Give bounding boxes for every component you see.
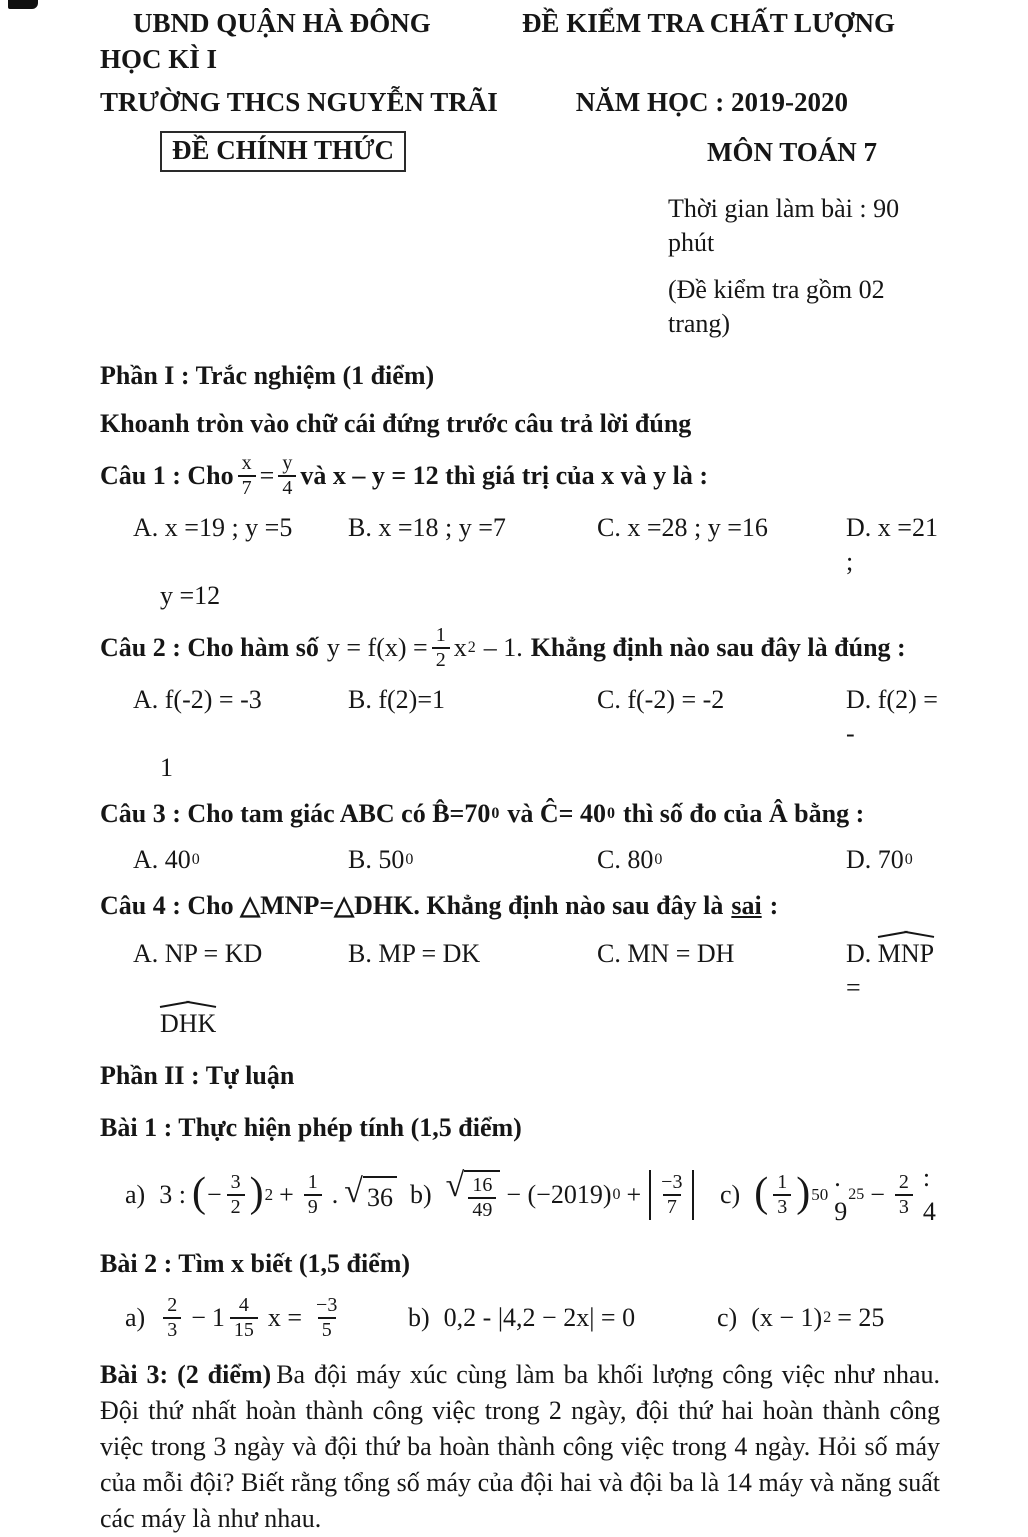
- q4-colon: :: [769, 891, 779, 920]
- q2-option-d-wrap: 1: [160, 753, 173, 782]
- bai2-title: Bài 2 : Tìm x biết (1,5 điểm): [100, 1249, 411, 1278]
- q1-fraction-y4: $\frac{y}{4}$: [278, 453, 296, 499]
- pages-note: (Đề kiểm tra gồm 02 trang): [668, 275, 885, 338]
- bai3-label: Bài 3: (2 điểm): [100, 1360, 272, 1389]
- question-2-stem: [100, 625, 940, 671]
- q4-angle-dhk: DHK: [160, 1005, 216, 1041]
- bai2-expr-b: b) 0,2 - |4,2 − 2x| = 0: [408, 1301, 717, 1335]
- bai2b-label: b): [408, 1303, 430, 1332]
- bai1-title: Bài 1 : Thực hiện phép tính (1,5 điểm): [100, 1113, 522, 1142]
- q3-text-2: và Ĉ= 40 0: [507, 799, 615, 828]
- q1-text-post: và x – y = 12 thì giá trị của x và y là :: [300, 461, 708, 490]
- q2-option-a: A. f(-2) = -3: [133, 685, 262, 714]
- q1-option-b: B. x =18 ; y =7: [348, 513, 506, 542]
- fraction-1-3: $\frac{1}{3}$: [773, 1172, 791, 1218]
- fraction-2-3: $\frac{2}{3}$: [163, 1295, 181, 1341]
- bai1-expr-a: a) 3 : ( − $\frac{3}{2}$ ) 2 + $\frac{1}{9}$ . √ 36: [125, 1172, 410, 1218]
- q3-option-a: A. 40 0: [133, 845, 200, 874]
- official-exam-label: ĐỀ CHÍNH THỨC: [172, 135, 395, 165]
- header-row-2: [100, 42, 940, 77]
- q2-function-def: y = f(x) =: [326, 633, 428, 662]
- q1-option-c: C. x =28 ; y =16: [597, 513, 768, 542]
- bai1-expr-b: b) √ $\frac{16}{49}$ − (−2019) 0 + $\frac{-3}{7}$: [410, 1170, 720, 1221]
- q4-option-d-wrap: [160, 1005, 940, 1041]
- paren-open: (: [754, 1170, 769, 1216]
- question-4-stem: [100, 889, 940, 923]
- q4-sai-underlined: sai: [731, 891, 762, 920]
- q2-text-pre: Câu 2 : Cho hàm số: [100, 633, 319, 662]
- q1-option-d-wrap: y =12: [160, 581, 221, 610]
- q4-option-a: A. NP = KD: [133, 939, 263, 968]
- fraction-neg3-5: $\frac{-3}{5}$: [316, 1294, 338, 1341]
- q4-text-pre: Câu 4 : Cho △MNP=△DHK. Khẳng định nào sau đây là: [100, 891, 724, 920]
- q2-option-c: C. f(-2) = -2: [597, 685, 725, 714]
- header-row-1: [100, 6, 940, 40]
- q4-angle-mnp: MNP: [878, 935, 934, 971]
- q1-option-a: A. x =19 ; y =5: [133, 513, 293, 542]
- fraction-4-15: $\frac{4}{15}$: [230, 1295, 258, 1341]
- question-3-options: [133, 843, 940, 877]
- paren-close: ): [249, 1170, 264, 1216]
- radical-icon: √: [344, 1172, 363, 1210]
- sqrt-36: √ 36: [344, 1176, 397, 1215]
- official-exam-box: [160, 131, 406, 172]
- q4-option-d: D. MNP =: [846, 935, 940, 1005]
- bai2-expr-a: a) $\frac{2}{3}$ − 1 $\frac{4}{15}$ x = $\frac{-3}{5}$: [125, 1295, 408, 1341]
- q4-option-b: B. MP = DK: [348, 939, 481, 968]
- bai1-expressions: [125, 1161, 940, 1229]
- q1-option-d: D. x =21 ;: [846, 513, 938, 576]
- fraction-3-2: $\frac{3}{2}$: [227, 1172, 245, 1218]
- header-row-4: [100, 131, 940, 172]
- q2-x-squared: x 2: [453, 633, 476, 662]
- q2-fraction-half: $\frac{1}{2}$: [432, 625, 450, 671]
- exam-meta-block: [668, 192, 940, 341]
- bai3-text: Ba đội máy xúc cùng làm ba khối lượng công việc như nhau. Đội thứ nhất hoàn thành công việc trong 2 ngày, đội thứ hai hoàn thành công việc trong 3 ngày và đội thứ ba hoàn thành công việc trong 4 ngày. Hỏi số máy của mỗi đội? Biết rằng tổng số máy của đội hai và đội ba là 14 máy và năng suất các máy là như nhau.: [100, 1360, 940, 1533]
- paren-open: (: [191, 1170, 206, 1216]
- bai2a-label: a): [125, 1303, 146, 1332]
- fraction-1-9: $\frac{1}{9}$: [304, 1172, 322, 1218]
- question-3-stem: [100, 797, 940, 831]
- bai1b-label: b): [410, 1180, 432, 1209]
- q1-equals: =: [259, 461, 275, 490]
- semester-label: HỌC KÌ I: [100, 44, 218, 74]
- sqrt-16-49: √ $\frac{16}{49}$: [446, 1170, 501, 1221]
- q1-text-pre: Câu 1 : Cho: [100, 461, 234, 490]
- org-name: UBND QUẬN HÀ ĐÔNG: [133, 8, 431, 38]
- subject-label: MÔN TOÁN 7: [706, 136, 877, 167]
- school-name: TRƯỜNG THCS NGUYỄN TRÃI: [100, 87, 498, 117]
- q3-text-1: Câu 3 : Cho tam giác ABC có B̂=70 0: [100, 799, 500, 828]
- mixed-number: 1 $\frac{4}{15}$: [212, 1295, 262, 1341]
- question-2-options: [133, 683, 940, 751]
- question-1-options: [133, 511, 940, 579]
- scan-artifact: [8, 0, 38, 9]
- school-year: NĂM HỌC : 2019-2020: [575, 87, 848, 117]
- bai2c-label: c): [717, 1303, 738, 1332]
- q2-option-d: D. f(2) = -: [846, 685, 938, 748]
- paren-close: ): [796, 1170, 811, 1216]
- bai3-paragraph: [100, 1357, 940, 1537]
- part1-instruction: Khoanh tròn vào chữ cái đứng trước câu trả lời đúng: [100, 409, 692, 438]
- question-4-options: [133, 935, 940, 1005]
- q2-option-b: B. f(2)=1: [348, 685, 445, 714]
- q3-option-b: B. 50 0: [348, 845, 414, 874]
- q3-option-c: C. 80 0: [597, 845, 663, 874]
- q2-text-post: Khẳng định nào sau đây là đúng :: [530, 633, 906, 662]
- bai2-expr-c: c) (x − 1) 2 = 25: [717, 1301, 940, 1335]
- q1-fraction-x7: $\frac{x}{7}$: [238, 453, 256, 499]
- radical-icon: √: [445, 1166, 465, 1204]
- q2-minus-one: – 1.: [483, 633, 523, 662]
- q3-option-d: D. 70 0: [846, 845, 913, 874]
- header-row-3: [100, 85, 940, 119]
- bai1-expr-c: c) ( $\frac{1}{3}$ ) 50 . 9 25 − $\frac{2}{3}$ : 4: [720, 1163, 936, 1226]
- q3-text-3: thì số đo của Â bằng :: [622, 799, 865, 828]
- part1-title: Phần I : Trắc nghiệm (1 điểm): [100, 361, 435, 390]
- exam-title: ĐỀ KIỂM TRA CHẤT LƯỢNG: [521, 8, 895, 38]
- bai1c-label: c): [720, 1180, 741, 1209]
- part2-title: Phần II : Tự luận: [100, 1061, 295, 1090]
- question-1-stem: [100, 453, 940, 499]
- duration-note: Thời gian làm bài : 90 phút: [668, 194, 900, 257]
- abs-fraction: $\frac{-3}{7}$: [649, 1170, 694, 1220]
- bai2-expressions: [125, 1295, 940, 1341]
- q4-option-c: C. MN = DH: [597, 939, 735, 968]
- fraction-2-3: $\frac{2}{3}$: [895, 1172, 913, 1218]
- bai1a-label: a): [125, 1180, 146, 1209]
